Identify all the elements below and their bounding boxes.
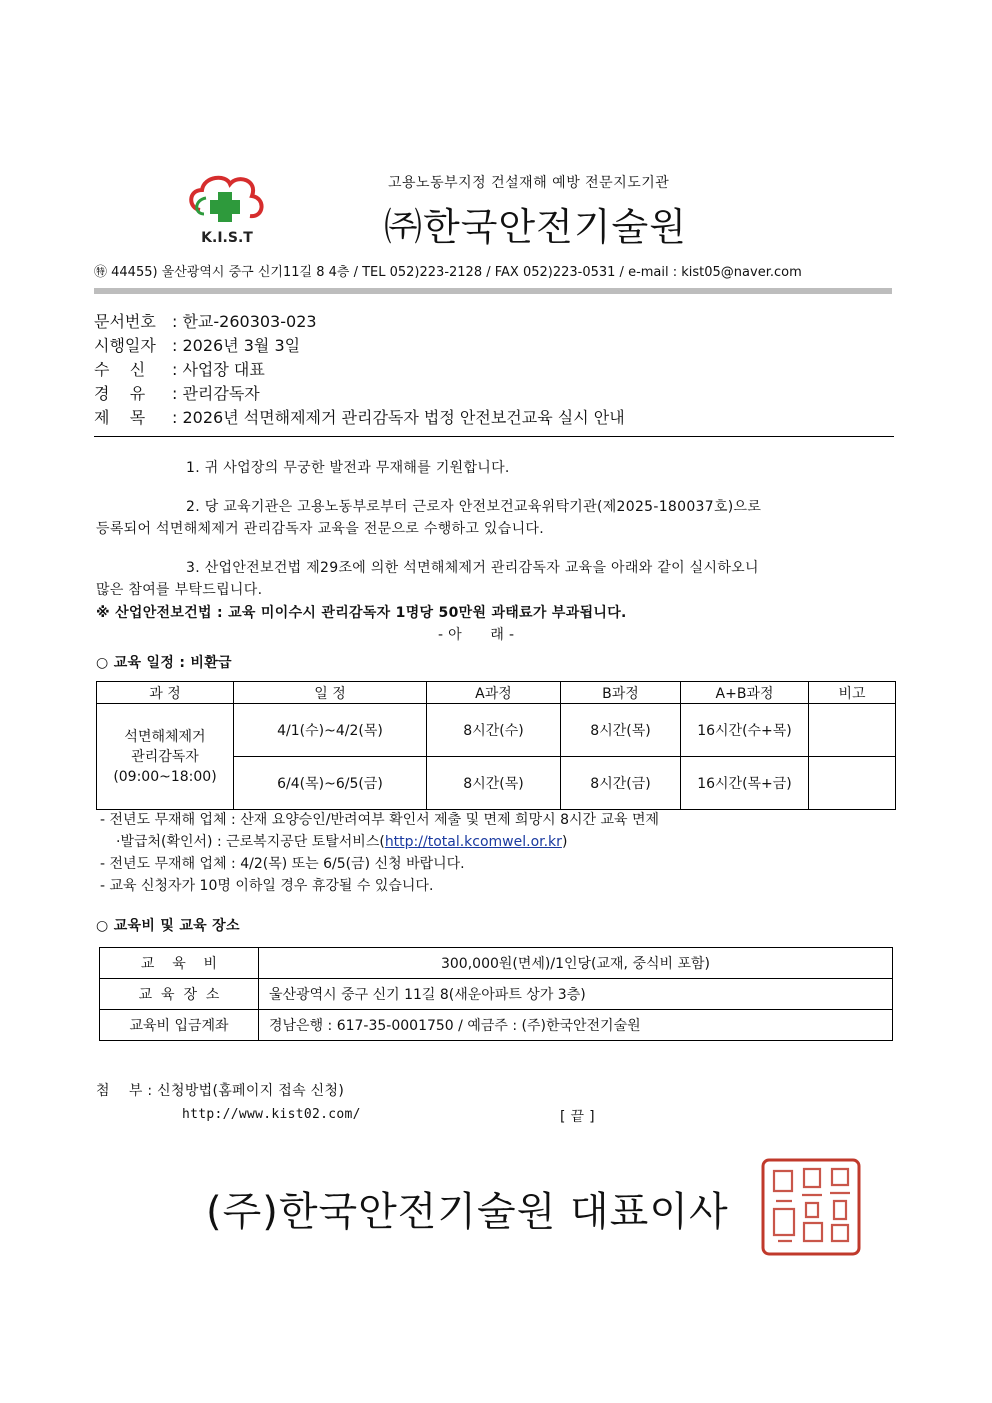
table-row — [97, 704, 896, 757]
table-row — [100, 979, 893, 1010]
note-3: - 전년도 무재해 업체 : 4/2(목) 또는 6/5(금) 신청 바랍니다. — [100, 856, 465, 872]
logo-text: K.I.S.T — [201, 230, 253, 246]
col-course: 과 정 — [97, 682, 234, 704]
col-b: B과정 — [561, 682, 681, 704]
venue-value: 울산광역시 중구 신기 11길 8(새운아파트 상가 3층) — [259, 979, 893, 1010]
table-row — [100, 1010, 893, 1041]
a-cell: 8시간(수) — [427, 704, 561, 757]
account-value: 경남은행 : 617-35-0001750 / 예금주 : (주)한국안전기술원 — [259, 1010, 893, 1041]
b-cell: 8시간(금) — [561, 757, 681, 810]
venue-label: 교 육 장 소 — [100, 979, 259, 1010]
table-header-row — [97, 682, 896, 704]
penalty-warning: ※ 산업안전보건법 : 교육 미이수시 관리감독자 1명당 50만원 과태료가 부과됩니다. — [96, 605, 627, 621]
paragraph-3a: 3. 산업안전보건법 제29조에 의한 석면해체제거 관리감독자 교육을 아래와 같이 실시하오니 — [186, 560, 759, 576]
note-cell — [809, 757, 896, 810]
header-rule — [94, 288, 892, 294]
kist-logo — [186, 170, 268, 248]
meta-divider — [94, 436, 894, 437]
a-cell: 8시간(목) — [427, 757, 561, 810]
org-name: ㈜한국안전기술원 — [384, 205, 687, 249]
meta-via: 경 유 : 관리감독자 — [94, 384, 260, 403]
fee-heading: ○ 교육비 및 교육 장소 — [96, 918, 240, 934]
attachment-url[interactable]: http://www.kist02.com/ — [182, 1107, 361, 1122]
paragraph-2a: 2. 당 교육기관은 고용노동부로부터 근로자 안전보건교육위탁기관(제2025-180037호)으로 — [186, 499, 762, 515]
meta-subject: 제 목 : 2026년 석면해제제거 관리감독자 법정 안전보건교육 실시 안내 — [94, 408, 625, 427]
schedule-table — [96, 681, 896, 810]
meta-doc-number: 문서번호 : 한교-260303-023 — [94, 312, 317, 331]
meta-date: 시행일자 : 2026년 3월 3일 — [94, 336, 301, 355]
org-subtitle: 고용노동부지정 건설재해 예방 전문지도기관 — [388, 175, 670, 191]
schedule-heading: ○ 교육 일정 : 비환급 — [96, 655, 232, 671]
account-label: 교육비 입금계좌 — [100, 1010, 259, 1041]
ab-cell: 16시간(수+목) — [681, 704, 809, 757]
paragraph-3b: 많은 참여를 부탁드립니다. — [96, 582, 263, 598]
note-cell — [809, 704, 896, 757]
meta-recipient: 수 신 : 사업장 대표 — [94, 360, 265, 379]
fee-label: 교 육 비 — [100, 948, 259, 979]
note-2: ·발급처(확인서) : 근로복지공단 토탈서비스(http://total.kcomwel.or.kr) — [116, 834, 568, 850]
signature: (주)한국안전기술원 대표이사 — [206, 1189, 729, 1235]
b-cell: 8시간(목) — [561, 704, 681, 757]
end-mark: [ 끝 ] — [560, 1109, 595, 1125]
course-cell: 석면해체제거 관리감독자 (09:00~18:00) — [97, 704, 234, 810]
date-cell: 6/4(목)~6/5(금) — [234, 757, 427, 810]
col-ab: A+B과정 — [681, 682, 809, 704]
table-row — [100, 948, 893, 979]
ab-cell: 16시간(목+금) — [681, 757, 809, 810]
date-cell: 4/1(수)~4/2(목) — [234, 704, 427, 757]
address-line: ㊕ 44455) 울산광역시 중구 신기11길 8 4층 / TEL 052)223-2128 / FAX 052)223-0531 / e-mail : kist05@naver.com — [94, 265, 802, 280]
fee-table — [99, 947, 893, 1041]
note-4: - 교육 신청자가 10명 이하일 경우 휴강될 수 있습니다. — [100, 878, 434, 894]
note-1: - 전년도 무재해 업체 : 산재 요양승인/반려여부 확인서 제출 및 면제 희망시 8시간 교육 면제 — [100, 812, 660, 828]
col-date: 일 정 — [234, 682, 427, 704]
paragraph-1: 1. 귀 사업장의 무궁한 발전과 무재해를 기원합니다. — [186, 460, 510, 476]
kcomwel-link[interactable]: http://total.kcomwel.or.kr — [384, 834, 562, 850]
official-seal — [760, 1157, 862, 1257]
below-heading: - 아 래 - — [438, 627, 515, 643]
col-a: A과정 — [427, 682, 561, 704]
col-note: 비고 — [809, 682, 896, 704]
attachment-label: 첨 부 : 신청방법(홈페이지 접속 신청) — [96, 1083, 345, 1099]
paragraph-2b: 등록되어 석면해체제거 관리감독자 교육을 전문으로 수행하고 있습니다. — [96, 521, 544, 537]
fee-value: 300,000원(면세)/1인당(교재, 중식비 포함) — [259, 948, 893, 979]
